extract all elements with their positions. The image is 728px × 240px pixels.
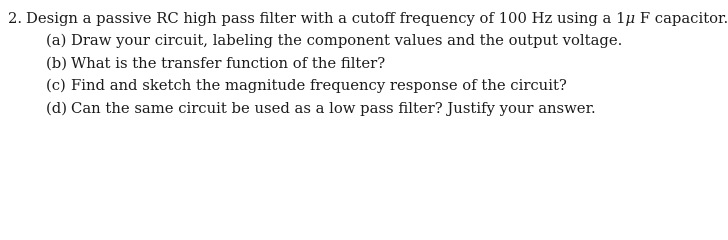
subquestion-text: What is the transfer function of the filter? (71, 54, 386, 72)
problem-number: 2. (8, 10, 23, 27)
subquestion-d (8, 98, 698, 121)
subquestion-label: (a) (46, 32, 67, 49)
subquestion-text: Draw your circuit, labeling the component values and the output voltage. (71, 32, 623, 49)
subquestion-b (8, 53, 698, 76)
stem-mu-symbol: μ (625, 10, 636, 27)
problem-stem (8, 8, 728, 30)
stem-text: Design a passive RC high pass filter with a cutoff frequency of 100 Hz using a 1 (26, 10, 626, 27)
subquestion-label: (c) (46, 77, 66, 94)
subquestion-label: (d) (46, 99, 68, 117)
subquestion-a (8, 30, 698, 53)
subquestion-text: Find and sketch the magnitude frequency response of the circuit? (71, 77, 567, 94)
subquestion-text: Can the same circuit be used as a low pass filter? Justify your answer. (71, 99, 596, 117)
problem-2 (8, 8, 728, 120)
stem-text-suffix: F capacitor. (635, 10, 728, 27)
subquestion-c (8, 75, 698, 98)
subquestion-list (8, 30, 698, 120)
subquestion-label: (b) (46, 54, 68, 72)
